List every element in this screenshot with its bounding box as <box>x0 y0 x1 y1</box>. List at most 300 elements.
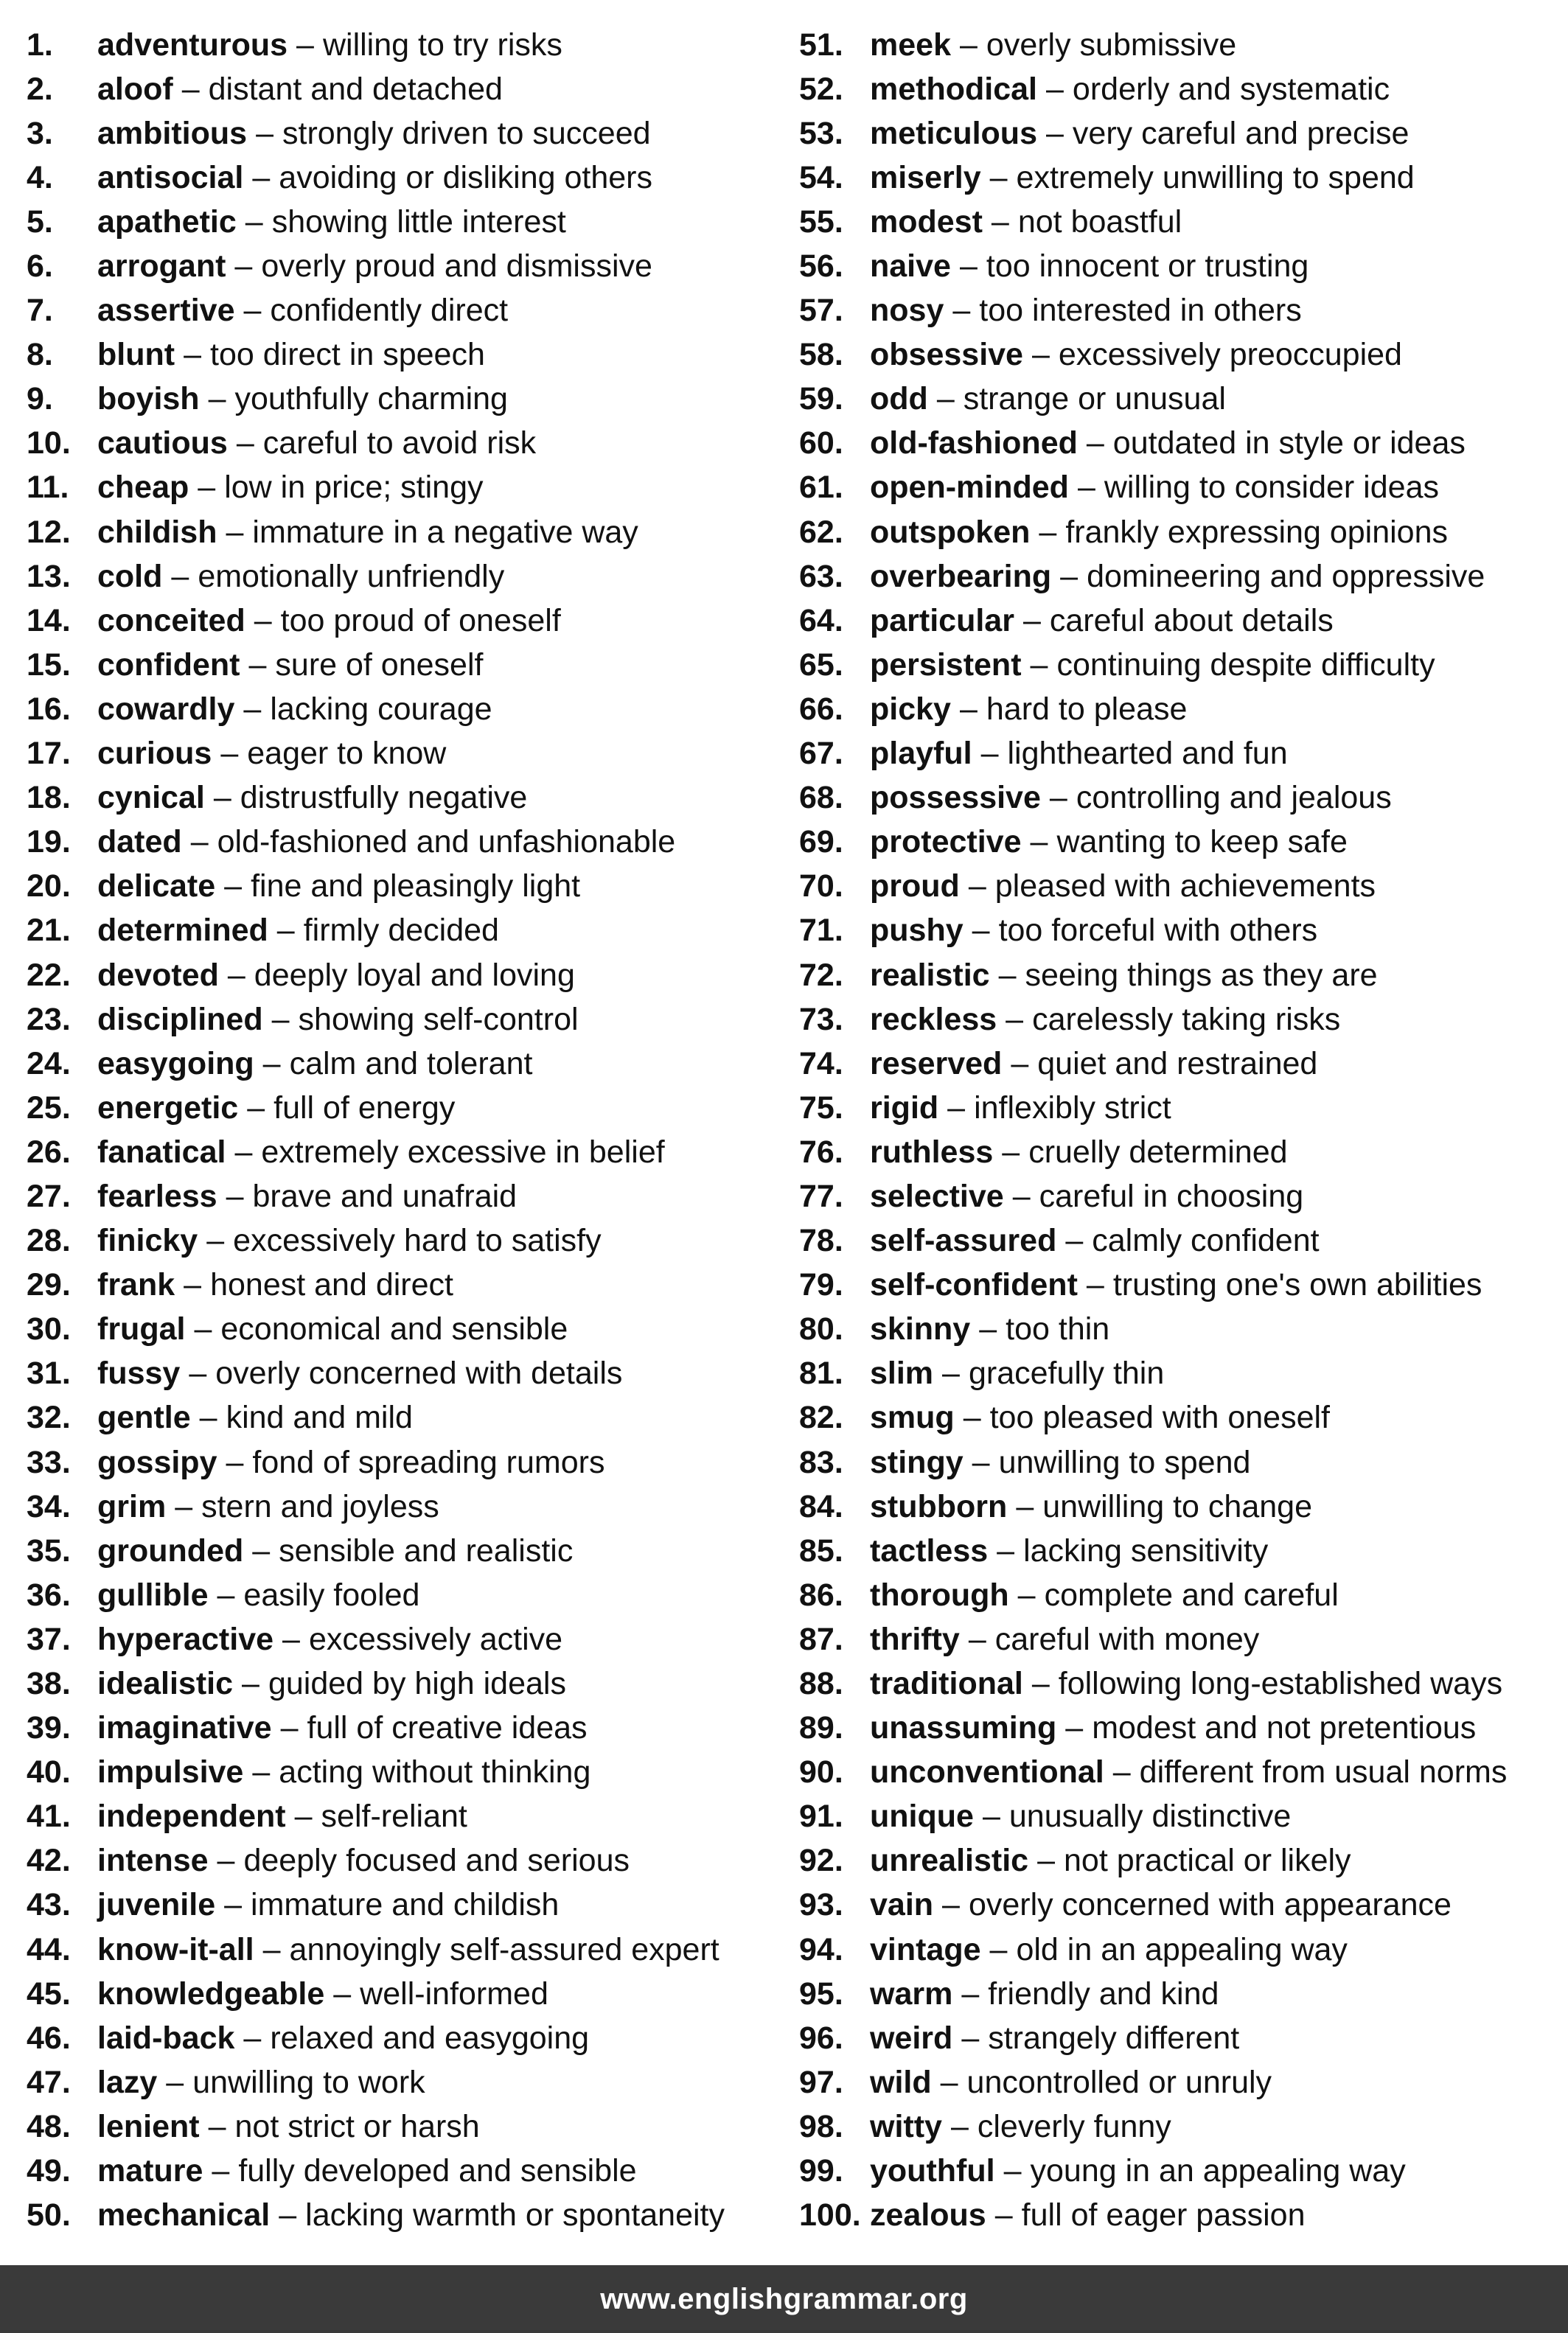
item-separator: – <box>989 1931 1008 1967</box>
item-word: antisocial <box>97 159 244 195</box>
item-separator: – <box>1031 337 1050 373</box>
item-separator: – <box>950 2108 969 2144</box>
item-number: 37. <box>27 1621 71 1657</box>
item-definition: cleverly funny <box>977 2108 1171 2144</box>
item-definition: eager to know <box>247 736 447 772</box>
item-separator: – <box>1065 1710 1084 1746</box>
item-word: vintage <box>870 1931 981 1967</box>
item-separator: – <box>972 1444 990 1480</box>
item-separator: – <box>194 1311 212 1347</box>
item-word: unique <box>870 1799 974 1835</box>
item-number: 31. <box>27 1356 71 1392</box>
list-item <box>27 466 771 510</box>
item-separator: – <box>198 470 216 506</box>
list-item <box>27 1795 771 1839</box>
list-item <box>799 1219 1568 1263</box>
item-word: impulsive <box>97 1754 244 1790</box>
item-number: 68. <box>799 780 843 816</box>
item-separator: – <box>968 868 986 904</box>
item-separator: – <box>1030 646 1048 683</box>
list-item <box>27 111 771 156</box>
item-number: 53. <box>799 115 843 151</box>
item-number: 44. <box>27 1931 71 1967</box>
list-item <box>27 2149 771 2194</box>
item-word: selective <box>870 1178 1004 1214</box>
item-word: lenient <box>97 2108 200 2144</box>
list-item <box>799 1839 1568 1883</box>
list-item <box>27 1440 771 1485</box>
list-item <box>799 643 1568 687</box>
item-definition: old in an appealing way <box>1016 1931 1348 1967</box>
item-definition: controlling and jealous <box>1076 780 1392 816</box>
item-number: 96. <box>799 2020 843 2056</box>
item-word: determined <box>97 913 268 949</box>
list-item <box>799 1086 1568 1130</box>
item-separator: – <box>1017 1577 1036 1613</box>
list-item <box>27 244 771 288</box>
item-number: 24. <box>27 1045 71 1081</box>
item-definition: excessively active <box>308 1621 563 1657</box>
item-word: idealistic <box>97 1666 234 1702</box>
list-item <box>799 953 1568 997</box>
item-separator: – <box>271 1001 290 1037</box>
item-separator: – <box>994 2197 1013 2233</box>
item-number: 55. <box>799 203 843 240</box>
item-separator: – <box>1003 2153 1022 2189</box>
item-definition: kind and mild <box>226 1400 413 1436</box>
item-number: 26. <box>27 1134 71 1170</box>
item-definition: calmly confident <box>1092 1223 1320 1259</box>
item-separator: – <box>959 248 978 285</box>
item-word: dated <box>97 824 182 860</box>
item-separator: – <box>189 1356 207 1392</box>
item-definition: trusting one's own abilities <box>1112 1267 1482 1303</box>
item-number: 41. <box>27 1799 71 1835</box>
item-separator: – <box>1065 1223 1084 1259</box>
item-definition: careful to avoid risk <box>262 425 537 461</box>
item-number: 34. <box>27 1488 71 1524</box>
list-item <box>799 244 1568 288</box>
item-word: gossipy <box>97 1444 217 1480</box>
item-separator: – <box>936 381 955 417</box>
item-separator: – <box>1077 470 1095 506</box>
item-word: skinny <box>870 1311 971 1347</box>
item-word: grim <box>97 1488 167 1524</box>
item-number: 46. <box>27 2020 71 2056</box>
list-item <box>27 422 771 466</box>
item-separator: – <box>208 381 226 417</box>
item-separator: – <box>952 293 971 329</box>
list-item <box>799 1883 1568 1928</box>
item-word: knowledgeable <box>97 1975 325 2012</box>
item-number: 16. <box>27 691 71 727</box>
item-definition: strange or unusual <box>963 381 1226 417</box>
list-item <box>799 820 1568 865</box>
item-definition: modest and not pretentious <box>1092 1710 1477 1746</box>
item-definition: distant and detached <box>208 71 503 107</box>
list-item <box>799 2104 1568 2149</box>
list-item <box>27 1617 771 1661</box>
item-definition: lacking warmth or spontaneity <box>305 2197 725 2233</box>
item-definition: too interested in others <box>979 293 1302 329</box>
item-word: witty <box>870 2108 942 2144</box>
item-separator: – <box>959 27 978 63</box>
item-number: 2. <box>27 71 53 107</box>
item-number: 69. <box>799 824 843 860</box>
item-definition: excessively hard to satisfy <box>233 1223 602 1259</box>
list-item <box>799 200 1568 244</box>
list-item <box>799 1928 1568 1972</box>
item-number: 10. <box>27 425 71 461</box>
item-word: easygoing <box>97 1045 254 1081</box>
item-separator: – <box>1086 1267 1104 1303</box>
item-separator: – <box>963 1400 981 1436</box>
item-separator: – <box>226 1178 244 1214</box>
item-separator: – <box>980 736 999 772</box>
item-separator: – <box>979 1311 997 1347</box>
item-number: 89. <box>799 1710 843 1746</box>
item-number: 32. <box>27 1400 71 1436</box>
list-item <box>27 997 771 1042</box>
item-number: 4. <box>27 159 53 195</box>
item-separator: – <box>1016 1488 1034 1524</box>
list-item <box>27 1972 771 2016</box>
item-number: 100. <box>799 2197 861 2233</box>
item-word: playful <box>870 736 972 772</box>
item-definition: inflexibly strict <box>974 1089 1171 1126</box>
item-definition: confidently direct <box>270 293 509 329</box>
item-definition: avoiding or disliking others <box>279 159 653 195</box>
item-separator: – <box>333 1975 352 2012</box>
item-definition: continuing despite difficulty <box>1056 646 1435 683</box>
item-number: 35. <box>27 1532 71 1569</box>
item-number: 75. <box>799 1089 843 1126</box>
item-definition: extremely unwilling to spend <box>1016 159 1415 195</box>
list-item <box>27 1263 771 1308</box>
list-item <box>799 1751 1568 1795</box>
list-item <box>799 1573 1568 1617</box>
item-number: 49. <box>27 2153 71 2189</box>
item-number: 78. <box>799 1223 843 1259</box>
item-separator: – <box>243 691 262 727</box>
item-word: nosy <box>870 293 944 329</box>
item-number: 79. <box>799 1267 843 1303</box>
item-separator: – <box>227 957 245 993</box>
list-item <box>799 67 1568 111</box>
item-word: self-assured <box>870 1223 1057 1259</box>
item-separator: – <box>243 2020 262 2056</box>
item-separator: – <box>1039 514 1057 550</box>
item-word: juvenile <box>97 1887 216 1923</box>
item-number: 29. <box>27 1267 71 1303</box>
item-separator: – <box>1086 425 1104 461</box>
item-number: 50. <box>27 2197 71 2233</box>
item-definition: deeply loyal and loving <box>254 957 575 993</box>
item-separator: – <box>254 602 272 638</box>
item-word: obsessive <box>870 337 1023 373</box>
item-word: know-it-all <box>97 1931 254 1967</box>
item-word: finicky <box>97 1223 198 1259</box>
footer-website-link[interactable]: www.englishgrammar.org <box>600 2282 968 2315</box>
item-separator: – <box>220 736 239 772</box>
item-separator: – <box>942 1356 960 1392</box>
item-definition: low in price; stingy <box>224 470 484 506</box>
item-word: delicate <box>97 868 216 904</box>
item-number: 19. <box>27 824 71 860</box>
item-number: 48. <box>27 2108 71 2144</box>
list-item <box>799 732 1568 776</box>
item-word: unassuming <box>870 1710 1057 1746</box>
item-number: 15. <box>27 646 71 683</box>
item-number: 84. <box>799 1488 843 1524</box>
item-number: 70. <box>799 868 843 904</box>
item-separator: – <box>226 1444 244 1480</box>
list-item <box>799 422 1568 466</box>
list-item <box>27 2016 771 2060</box>
item-word: conceited <box>97 602 245 638</box>
item-definition: showing little interest <box>271 203 566 240</box>
item-number: 6. <box>27 248 53 285</box>
item-word: outspoken <box>870 514 1031 550</box>
list-item <box>27 1130 771 1174</box>
list-item <box>799 289 1568 333</box>
item-word: stingy <box>870 1444 964 1480</box>
item-definition: calm and tolerant <box>289 1045 533 1081</box>
item-number: 40. <box>27 1754 71 1790</box>
list-item <box>27 554 771 599</box>
item-number: 27. <box>27 1178 71 1214</box>
item-definition: guided by high ideals <box>268 1666 566 1702</box>
list-item <box>27 333 771 377</box>
item-number: 18. <box>27 780 71 816</box>
item-definition: careful with money <box>994 1621 1260 1657</box>
item-number: 67. <box>799 736 843 772</box>
item-definition: quiet and restrained <box>1037 1045 1318 1081</box>
item-separator: – <box>242 1666 259 1702</box>
list-item <box>799 1485 1568 1529</box>
item-definition: wanting to keep safe <box>1056 824 1348 860</box>
item-word: hyperactive <box>97 1621 274 1657</box>
item-word: cowardly <box>97 691 235 727</box>
item-definition: too proud of oneself <box>280 602 561 638</box>
item-number: 51. <box>799 27 843 63</box>
item-word: slim <box>870 1356 934 1392</box>
item-definition: careful in choosing <box>1039 1178 1304 1214</box>
item-number: 17. <box>27 736 71 772</box>
list-item <box>27 1839 771 1883</box>
item-definition: frankly expressing opinions <box>1065 514 1448 550</box>
item-number: 87. <box>799 1621 843 1657</box>
item-word: cautious <box>97 425 228 461</box>
item-separator: – <box>1060 558 1079 594</box>
item-definition: fond of spreading rumors <box>252 1444 605 1480</box>
item-separator: – <box>1030 824 1048 860</box>
item-definition: too forceful with others <box>998 913 1318 949</box>
item-definition: showing self-control <box>298 1001 579 1037</box>
item-number: 83. <box>799 1444 843 1480</box>
item-definition: outdated in style or ideas <box>1112 425 1466 461</box>
list-item <box>27 1928 771 1972</box>
item-definition: seeing things as they are <box>1025 957 1378 993</box>
item-word: open-minded <box>870 470 1069 506</box>
item-separator: – <box>294 1799 313 1835</box>
item-number: 13. <box>27 558 71 594</box>
item-definition: honest and direct <box>210 1267 453 1303</box>
item-number: 47. <box>27 2064 71 2100</box>
item-word: frank <box>97 1267 175 1303</box>
list-item <box>799 1308 1568 1352</box>
item-number: 14. <box>27 602 71 638</box>
item-definition: sure of oneself <box>275 646 484 683</box>
item-separator: – <box>181 71 200 107</box>
list-item <box>799 997 1568 1042</box>
item-number: 57. <box>799 293 843 329</box>
item-separator: – <box>247 1089 265 1126</box>
item-separator: – <box>1006 1001 1024 1037</box>
list-item <box>799 687 1568 731</box>
item-word: overbearing <box>870 558 1052 594</box>
item-separator: – <box>252 1532 271 1569</box>
item-definition: youthfully charming <box>234 381 508 417</box>
item-number: 20. <box>27 868 71 904</box>
item-word: stubborn <box>870 1488 1008 1524</box>
footer-bar <box>0 2265 1568 2333</box>
item-definition: strangely different <box>988 2020 1240 2056</box>
list-item <box>799 2060 1568 2104</box>
item-definition: hard to please <box>986 691 1188 727</box>
item-word: curious <box>97 736 212 772</box>
list-item <box>27 1352 771 1396</box>
item-separator: – <box>280 1710 299 1746</box>
item-separator: – <box>279 2197 297 2233</box>
item-number: 82. <box>799 1400 843 1436</box>
item-separator: – <box>989 159 1008 195</box>
item-separator: – <box>1002 1134 1020 1170</box>
item-definition: deeply focused and serious <box>243 1843 630 1879</box>
list-item <box>799 2194 1568 2238</box>
item-number: 3. <box>27 115 53 151</box>
list-item <box>799 111 1568 156</box>
item-number: 36. <box>27 1577 71 1613</box>
item-definition: unwilling to spend <box>998 1444 1251 1480</box>
list-item <box>27 1706 771 1751</box>
item-definition: overly submissive <box>986 27 1237 63</box>
list-item <box>799 1396 1568 1440</box>
item-separator: – <box>243 293 262 329</box>
item-word: imaginative <box>97 1710 272 1746</box>
list-item <box>27 1308 771 1352</box>
item-separator: – <box>252 159 271 195</box>
item-separator: – <box>252 1754 271 1790</box>
item-word: mature <box>97 2153 203 2189</box>
item-word: fearless <box>97 1178 217 1214</box>
item-definition: brave and unafraid <box>252 1178 518 1214</box>
list-item <box>799 1972 1568 2016</box>
item-word: unrealistic <box>870 1843 1029 1879</box>
item-separator: – <box>224 1887 243 1923</box>
item-number: 38. <box>27 1666 71 1702</box>
item-definition: willing to consider ideas <box>1104 470 1439 506</box>
item-number: 99. <box>799 2153 843 2189</box>
item-word: ambitious <box>97 115 248 151</box>
item-definition: sensible and realistic <box>279 1532 574 1569</box>
item-number: 71. <box>799 913 843 949</box>
item-definition: immature and childish <box>251 1887 560 1923</box>
list-item <box>27 1661 771 1706</box>
word-list-column-right <box>799 23 1568 2238</box>
item-separator: – <box>248 646 267 683</box>
item-definition: emotionally unfriendly <box>198 558 505 594</box>
item-number: 66. <box>799 691 843 727</box>
item-definition: not practical or likely <box>1064 1843 1351 1879</box>
list-item <box>799 1042 1568 1086</box>
item-word: modest <box>870 203 983 240</box>
item-number: 21. <box>27 913 71 949</box>
item-word: energetic <box>97 1089 239 1126</box>
item-number: 80. <box>799 1311 843 1347</box>
list-item <box>27 865 771 909</box>
item-word: independent <box>97 1799 286 1835</box>
item-definition: lighthearted and fun <box>1007 736 1288 772</box>
item-definition: well-informed <box>360 1975 548 2012</box>
item-separator: – <box>236 425 254 461</box>
item-definition: full of eager passion <box>1021 2197 1306 2233</box>
item-number: 61. <box>799 470 843 506</box>
item-word: meticulous <box>870 115 1037 151</box>
item-number: 63. <box>799 558 843 594</box>
item-definition: uncontrolled or unruly <box>966 2064 1272 2100</box>
item-separator: – <box>217 1577 235 1613</box>
item-number: 62. <box>799 514 843 550</box>
item-definition: willing to try risks <box>322 27 562 63</box>
item-definition: fine and pleasingly light <box>251 868 581 904</box>
item-number: 43. <box>27 1887 71 1923</box>
item-definition: gracefully thin <box>968 1356 1165 1392</box>
item-separator: – <box>961 2020 980 2056</box>
item-word: self-confident <box>870 1267 1078 1303</box>
list-item <box>27 377 771 422</box>
item-word: adventurous <box>97 27 288 63</box>
list-item <box>799 1529 1568 1573</box>
item-number: 95. <box>799 1975 843 2012</box>
list-item <box>799 23 1568 67</box>
item-separator: – <box>245 203 263 240</box>
item-separator: – <box>262 1931 281 1967</box>
item-word: unconventional <box>870 1754 1104 1790</box>
item-word: cynical <box>97 780 205 816</box>
item-separator: – <box>998 957 1017 993</box>
item-number: 65. <box>799 646 843 683</box>
item-separator: – <box>1022 602 1041 638</box>
item-separator: – <box>972 913 990 949</box>
item-separator: – <box>1037 1843 1056 1879</box>
item-separator: – <box>226 514 244 550</box>
item-number: 7. <box>27 293 53 329</box>
item-definition: stern and joyless <box>201 1488 439 1524</box>
item-word: weird <box>870 2020 953 2056</box>
item-number: 25. <box>27 1089 71 1126</box>
item-separator: – <box>940 2064 958 2100</box>
list-item <box>799 2016 1568 2060</box>
item-word: warm <box>870 1975 953 2012</box>
item-separator: – <box>1049 780 1067 816</box>
list-item <box>799 1263 1568 1308</box>
list-item <box>799 377 1568 422</box>
item-word: reserved <box>870 1045 1003 1081</box>
item-definition: lacking sensitivity <box>1023 1532 1269 1569</box>
item-definition: distrustfully negative <box>240 780 528 816</box>
item-number: 97. <box>799 2064 843 2100</box>
